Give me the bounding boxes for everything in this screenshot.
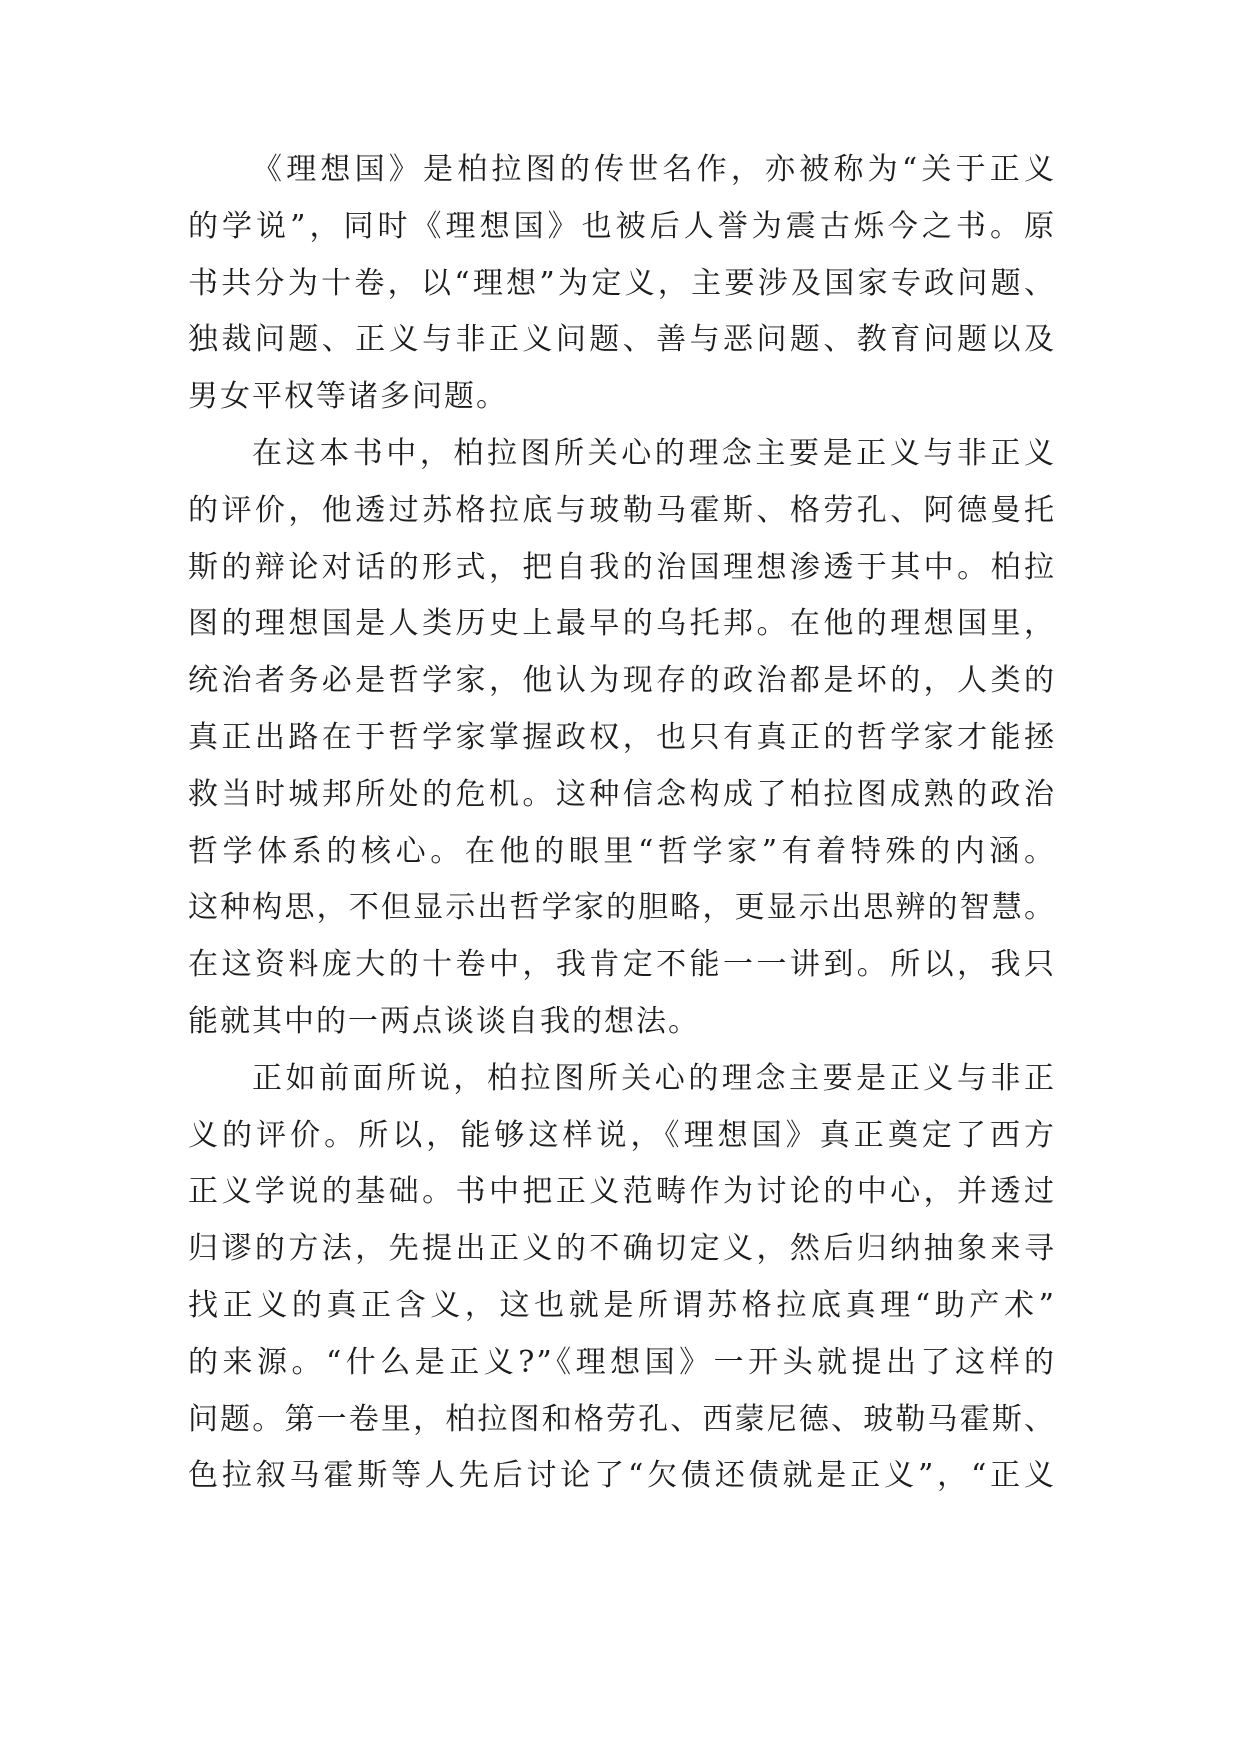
paragraph-1-line-5: 男女平权等诸多问题。 (188, 379, 508, 415)
paragraph-2-line-10: 在这资料庞大的十卷中，我肯定不能一一讲到。所以，我只 (188, 947, 1056, 983)
paragraph-2-line-5: 统治者务必是哲学家，他认为现存的政治都是坏的，人类的 (188, 663, 1056, 699)
paragraph-2-line-3: 斯的辩论对话的形式，把自我的治国理想渗透于其中。柏拉 (188, 549, 1056, 585)
paragraph-3-line-5: 找正义的真正含义，这也就是所谓苏格拉底真理“助产术” (188, 1287, 1056, 1323)
paragraph-3-line-6: 的来源。“什么是正义?”《理想国》一开头就提出了这样的 (188, 1344, 1056, 1380)
paragraph-3-line-4: 归谬的方法，先提出正义的不确切定义，然后归纳抽象来寻 (188, 1231, 1056, 1267)
paragraph-1-line-4: 独裁问题、正义与非正义问题、善与恶问题、教育问题以及 (188, 322, 1056, 358)
paragraph-3-line-3: 正义学说的基础。书中把正义范畴作为讨论的中心，并透过 (188, 1174, 1056, 1210)
paragraph-1-line-2: 的学说”，同时《理想国》也被后人誉为震古烁今之书。原 (188, 208, 1056, 244)
paragraph-3-line-1: 正如前面所说，柏拉图所关心的理念主要是正义与非正 (252, 1060, 1056, 1096)
paragraph-2-line-7: 救当时城邦所处的危机。这种信念构成了柏拉图成熟的政治 (188, 776, 1056, 812)
paragraph-3-line-8: 色拉叙马霍斯等人先后讨论了“欠债还债就是正义”，“正义 (188, 1458, 1056, 1494)
paragraph-2-line-11: 能就其中的一两点谈谈自我的想法。 (188, 1003, 700, 1039)
paragraph-2-line-1: 在这本书中，柏拉图所关心的理念主要是正义与非正义 (252, 435, 1056, 471)
body-text (188, 142, 1056, 1505)
paragraph-3-line-7: 问题。第一卷里，柏拉图和格劳孔、西蒙尼德、玻勒马霍斯、 (188, 1401, 1056, 1437)
paragraph-2-line-4: 图的理想国是人类历史上最早的乌托邦。在他的理想国里， (188, 606, 1056, 642)
paragraph-1-line-1: 《理想国》是柏拉图的传世名作，亦被称为“关于正义 (252, 152, 1056, 187)
paragraph-2-line-8: 哲学体系的核心。在他的眼里“哲学家”有着特殊的内涵。 (188, 833, 1056, 869)
paragraph-2-line-6: 真正出路在于哲学家掌握政权，也只有真正的哲学家才能拯 (188, 719, 1056, 755)
paragraph-3-line-2: 义的评价。所以，能够这样说，《理想国》真正奠定了西方 (188, 1117, 1056, 1153)
paragraph-2-line-2: 的评价，他透过苏格拉底与玻勒马霍斯、格劳孔、阿德曼托 (188, 492, 1056, 528)
paragraph-2-line-9: 这种构思，不但显示出哲学家的胆略，更显示出思辨的智慧。 (188, 890, 1056, 926)
paragraph-1-line-3: 书共分为十卷，以“理想”为定义，主要涉及国家专政问题、 (188, 265, 1056, 301)
